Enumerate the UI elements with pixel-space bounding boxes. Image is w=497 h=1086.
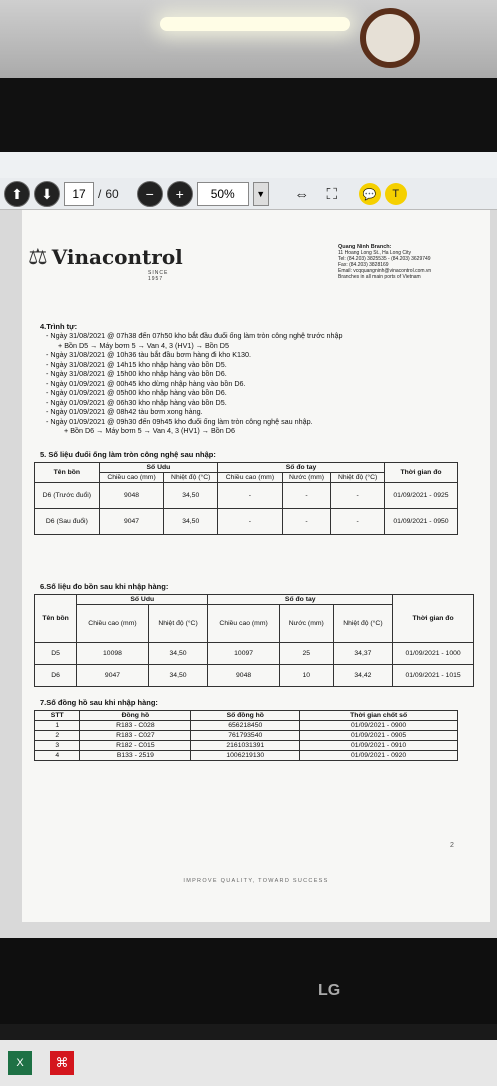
col-height: Chiều cao (mm) [77,605,149,643]
col-meter-number: Số đồng hồ [191,711,300,721]
cell: 2 [35,731,80,741]
zoom-dropdown-icon[interactable]: ▼ [253,182,269,206]
cell: 01/09/2021 - 0905 [300,731,458,741]
col-dotay: Số đo tay [218,463,385,473]
table-row [35,721,458,731]
cell: 1006219130 [191,751,300,761]
fit-page-icon[interactable]: ⛶ [326,185,337,203]
branch-line: Tel: (84.203) 3825535 - (84.203) 3629749 [338,256,431,262]
logo-since: SINCE 1957 [148,270,169,282]
fit-width-icon[interactable]: ⇔ [294,185,310,203]
table-row [35,665,474,687]
page-number: 2 [450,842,454,849]
col-water: Nước (mm) [282,473,331,483]
col-tank: Tên bồn [35,595,77,643]
highlight-text-icon[interactable]: T [385,183,407,205]
cell: 1 [35,721,80,731]
cell: - [282,509,331,535]
branch-line: Quang Ninh Branch: [338,244,392,250]
col-udu: Số Udu [77,595,208,605]
col-meter: Đồng hồ [80,711,191,721]
section-7-table [34,710,458,761]
sequence-line: - Ngày 31/08/2021 @ 15h00 kho nhập hàng vào bồn D6. [46,369,227,378]
section-6-table [34,594,474,687]
cell: D6 (Sau đuổi) [35,509,100,535]
page-number-input[interactable]: 17 [64,182,94,206]
cell: 01/09/2021 - 1015 [393,665,474,687]
cell: - [331,483,385,509]
vinacontrol-logo [28,244,183,282]
scales-logo-icon: ⚖ [28,244,48,269]
cell: 01/09/2021 - 0925 [385,483,458,509]
page-total: 60 [105,187,119,201]
cell: 10 [279,665,333,687]
col-dotay: Số đo tay [208,595,393,605]
ceiling-lamp [160,17,350,31]
cell: 01/09/2021 - 0910 [300,741,458,751]
sequence-line: - Ngày 01/09/2021 @ 06h30 kho nhập hàng vào bồn D5. [46,397,227,407]
cell: 25 [279,643,333,665]
cell: 01/09/2021 - 1000 [393,643,474,665]
document-footer: IMPROVE QUALITY, TOWARD SUCCESS [183,878,329,884]
cell: 4 [35,751,80,761]
cell: - [218,509,283,535]
col-height2: Chiều cao (mm) [218,473,283,483]
cell: 34,50 [164,483,218,509]
logo-name: Vinacontrol [51,245,183,269]
cell: 10098 [77,643,149,665]
next-page-button[interactable]: ⬇ [34,181,60,207]
cell: B133 - 2519 [80,751,191,761]
col-temp: Nhiệt độ (°C) [164,473,218,483]
sequence-line: + Bồn D5 → Máy bơm 5 → Van 4, 3 (HV1) → Bồn D5 [58,340,229,350]
taskbar [0,1040,497,1086]
col-temp2: Nhiệt độ (°C) [331,473,385,483]
branch-line: Email: vcqquangninh@vinacontrol.com.vn [338,268,432,274]
cell: 34,50 [148,643,208,665]
cell: R182 - C015 [80,741,191,751]
branch-line: Fax: (84.203) 3828169 [338,262,389,268]
section-4-title: 4.Trình tự: [40,322,78,331]
cell: - [282,483,331,509]
cell: 10097 [208,643,280,665]
table-row [35,741,458,751]
cell: 9048 [99,483,164,509]
background-wall [0,0,497,80]
cell: 01/09/2021 - 0920 [300,751,458,761]
cell: 34,50 [148,665,208,687]
cell: 9047 [99,509,164,535]
sequence-line: - Ngày 31/08/2021 @ 07h38 đến 07h50 kho bắt đầu đuổi ống làm tròn công nghệ trước nhập [46,331,343,340]
cell: 9047 [77,665,149,687]
col-temp: Nhiệt độ (°C) [148,605,208,643]
col-water: Nước (mm) [279,605,333,643]
branch-info [338,244,488,280]
sequence-line: - Ngày 01/09/2021 @ 00h45 kho dừng nhập hàng vào bồn D6. [46,378,246,388]
monitor-bottom-bezel [0,938,497,1024]
section-6-title: 6.Số liệu đo bồn sau khi nhập hàng: [40,582,169,591]
col-height: Chiều cao (mm) [99,473,164,483]
section-7-title: 7.Số đồng hồ sau khi nhập hàng: [40,698,158,707]
table-row [35,483,458,509]
cell: 34,50 [164,509,218,535]
col-tank: Tên bồn [35,463,100,483]
sequence-line: - Ngày 31/08/2021 @ 14h15 kho nhập hàng vào bồn D5. [46,359,227,369]
toolbar-row [0,178,497,210]
cell: 2161031391 [191,741,300,751]
zoom-out-button[interactable]: − [137,181,163,207]
zoom-in-button[interactable]: + [167,181,193,207]
previous-page-button[interactable]: ⬆ [4,181,30,207]
col-udu: Số Udu [99,463,217,473]
cell: - [331,509,385,535]
cell: 01/09/2021 - 0950 [385,509,458,535]
decor-wheel [360,8,420,68]
cell: 9048 [208,665,280,687]
page-separator: / [98,187,102,201]
cell: D6 [35,665,77,687]
table-row [35,643,474,665]
col-temp2: Nhiệt độ (°C) [333,605,393,643]
cell: 34,37 [333,643,393,665]
cell: D5 [35,643,77,665]
col-time: Thời gian chốt số [300,711,458,721]
cell: 656218450 [191,721,300,731]
cell: 34,42 [333,665,393,687]
table-row [35,509,458,535]
col-height2: Chiều cao (mm) [208,605,280,643]
acrobat-app-icon[interactable]: ⌘ [50,1051,74,1075]
sequence-line: + Bồn D6 → Máy bơm 5 → Van 4, 3 (HV1) → Bồn D6 [64,426,235,435]
cell: - [218,483,283,509]
col-stt: STT [35,711,80,721]
cell: 761793540 [191,731,300,741]
sequence-line: - Ngày 31/08/2021 @ 10h36 tàu bắt đầu bơm hàng đi kho K130. [46,350,252,359]
section-5-table [34,462,458,535]
table-row [35,731,458,741]
monitor-top-bezel [0,78,497,152]
branch-line: Branches in all main ports of Vietnam [338,274,421,280]
cell: 3 [35,741,80,751]
cell: D6 (Trước đuổi) [35,483,100,509]
sequence-line: - Ngày 01/09/2021 @ 09h30 đến 09h45 kho đuổi ống làm tròn công nghệ sau nhập. [46,416,313,426]
section-5-title: 5. Số liệu đuổi ống làm tròn công nghệ sau nhập: [40,450,216,459]
excel-app-icon[interactable]: X [8,1051,32,1075]
col-time: Thời gian đo [393,595,474,643]
cell: R183 - C028 [80,721,191,731]
table-row [35,751,458,761]
zoom-level-field[interactable]: 50% [197,182,249,206]
toolbar-strip [0,152,497,178]
cell: R183 - C027 [80,731,191,741]
comment-icon[interactable]: 💬 [359,183,381,205]
col-time: Thời gian đo [385,463,458,483]
cell: 01/09/2021 - 0900 [300,721,458,731]
section-4 [40,322,343,436]
sequence-line: - Ngày 01/09/2021 @ 08h42 tàu bơm xong hàng. [46,407,203,416]
monitor-brand-logo: LG [318,982,341,999]
pdf-page [22,210,490,922]
sequence-line: - Ngày 01/09/2021 @ 05h00 kho nhập hàng vào bồn D6. [46,388,227,397]
branch-line: 11 Hoang Long St., Ha Long City [338,250,412,256]
pdf-toolbar [0,152,497,210]
